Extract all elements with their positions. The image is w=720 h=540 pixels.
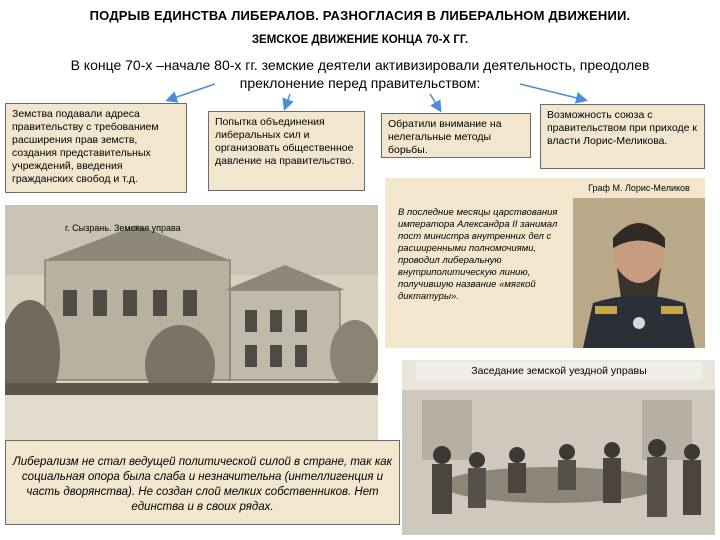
arrows — [0, 0, 720, 120]
meeting-caption: Заседание земской уездной управы — [416, 362, 702, 380]
box-unification: Попытка объединения либеральных сил и организовать общественное давление на правительство. — [208, 111, 365, 191]
portrait-image — [573, 198, 705, 348]
portrait-caption: Граф М. Лорис-Меликов — [588, 183, 690, 193]
arrow-2 — [285, 94, 290, 108]
conclusion-box: Либерализм не стал ведущей политической силой в стране, так как социальная опора была слаба и незначительна (интеллигенция и часть дворянства). Не создан слой мелких собственников. Нет единства и в своих рядах. — [5, 440, 400, 525]
meeting-image — [402, 360, 715, 535]
arrow-4 — [520, 84, 585, 100]
portrait-photo — [573, 198, 705, 348]
intro-text: В конце 70-х –начале 80-х гг. земские деятели активизировали деятельность, преодолев преклонение перед правительством: — [70, 57, 650, 91]
box-alliance: Возможность союза с правительством при приходе к власти Лорис-Меликова. — [540, 104, 705, 169]
meeting-picture — [402, 360, 715, 535]
box-illegal-methods: Обратили внимание на нелегальные методы борьбы. — [381, 113, 531, 158]
arrow-3 — [430, 94, 440, 110]
page-subtitle: ЗЕМСКОЕ ДВИЖЕНИЕ КОНЦА 70-Х ГГ. — [251, 34, 469, 46]
box-addresses: Земства подавали адреса правительству с требованием расширения прав земств, создания представительных учреждений, введения гражданских свобод и т.д. — [5, 103, 187, 193]
building-photo — [5, 205, 378, 442]
quote-text: В последние месяцы царствования императора Александра II занимал пост министра внутренних дел с расширенными полномочиями, проводил либеральную внутриполитическую линию, получившую название «мягкой диктатуры». — [398, 207, 558, 302]
building-photo-image — [5, 205, 378, 442]
page-title: ПОДРЫВ ЕДИНСТВА ЛИБЕРАЛОВ. РАЗНОГЛАСИЯ В ЛИБЕРАЛЬНОМ ДВИЖЕНИИ. — [89, 8, 631, 23]
building-caption: г. Сызрань. Земская управа — [65, 223, 181, 233]
arrow-1 — [168, 84, 215, 100]
